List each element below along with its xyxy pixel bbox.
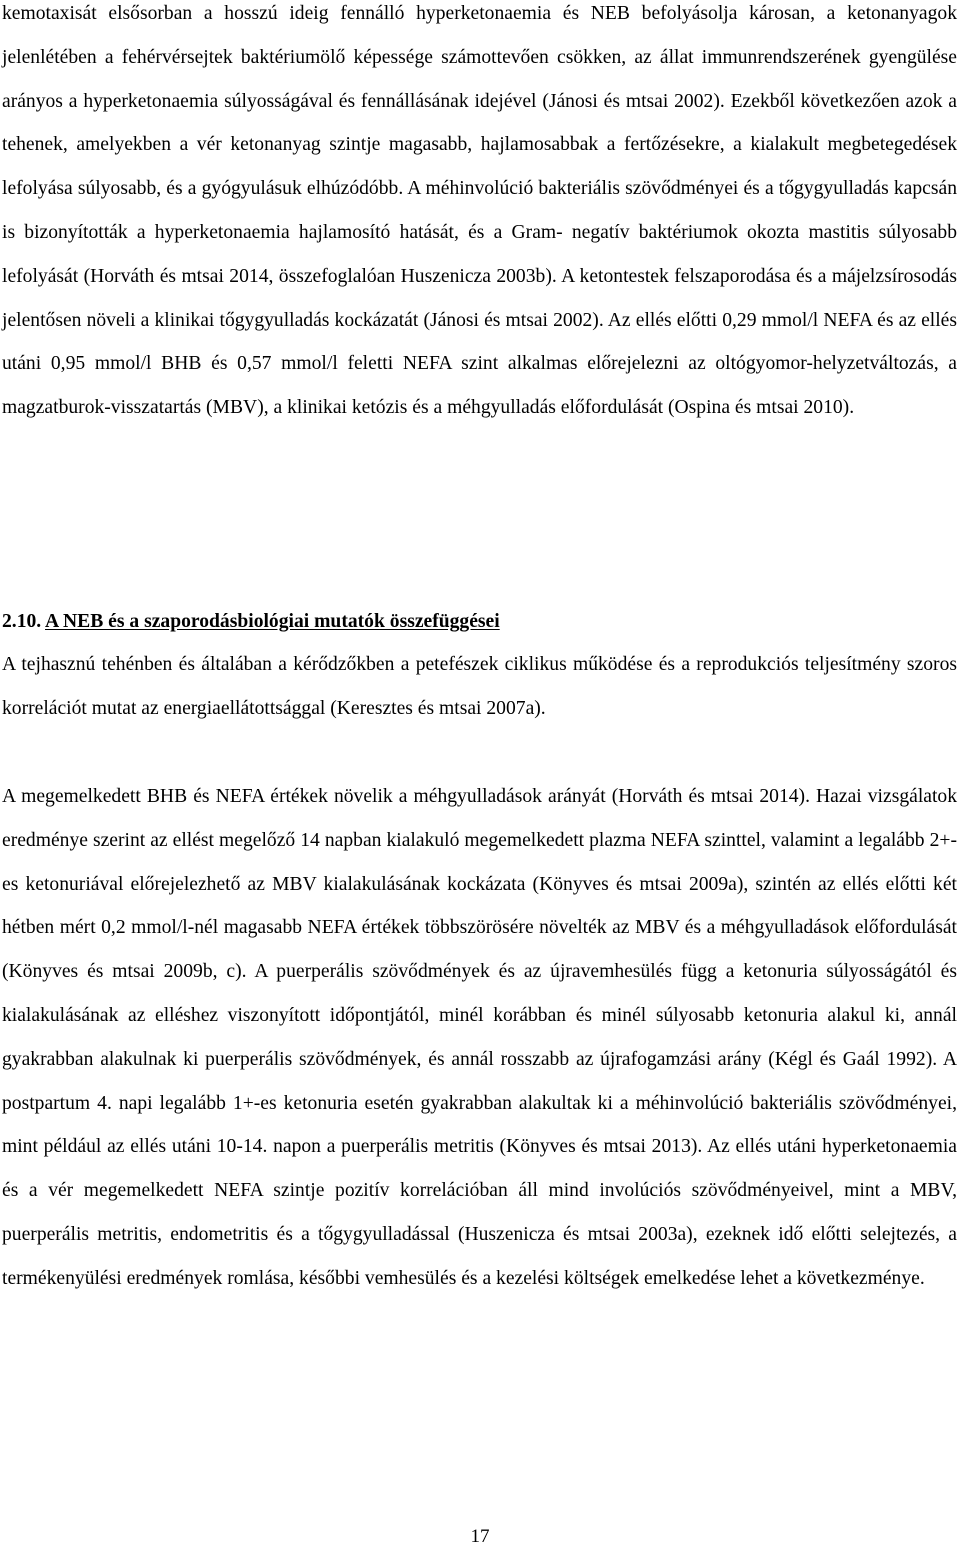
section-number: 2.10. <box>2 611 42 632</box>
section-title: A NEB és a szaporodásbiológiai mutatók összefüggései <box>45 611 500 632</box>
paragraph-ketonaemia-immunity: kemotaxisát elsősorban a hosszú ideig fennálló hyperketonaemia és NEB befolyásolja károsan, a ketonanyagok jelenlétében a fehérvérsejtek baktériumölő képessége számottevően csökken, az állat immunrendszerének gyengülése arányos a hyperketonaemia súlyosságával és fennállásának idejével (Jánosi és mtsai 2002). Ezekből következően azok a tehenek, amelyekben a vér ketonanyag szintje magasabb, hajlamosabbak a fertőzésekre, a kialakult megbetegedések lefolyása súlyosabb, és a gyógyulásuk elhúzódóbb. A méhinvolúció bakteriális szövődményei és a tőgygyulladás kapcsán is bizonyították a hyperketonaemia hajlamosító hatását, és a Gram- negatív baktériumok okozta mastitis súlyosabb lefolyását (Horváth és mtsai 2014, összefoglalóan Huszenicza 2003b). A ketontestek felszaporodása és a májelzsírosodás jelentősen növeli a klinikai tőgygyulladás kockázatát (Jánosi és mtsai 2002). Az ellés előtti 0,29 mmol/l NEFA és az ellés utáni 0,95 mmol/l BHB és 0,57 mmol/l feletti NEFA szint alkalmas előrejelezni az oltógyomor-helyzetváltozás, a magzatburok-visszatartás (MBV), a klinikai ketózis és a méhgyulladás előfordulását (Ospina és mtsai 2010). <box>2 3 957 419</box>
section-heading <box>2 600 500 644</box>
paragraph-bhb-nefa-uterine: A megemelkedett BHB és NEFA értékek növelik a méhgyulladások arányát (Horváth és mtsai 2014). Hazai vizsgálatok eredménye szerint az ellést megelőző 14 napban kialakuló megemelkedett plazma NEFA szinttel, valamint a legalább 2+-es ketonuriával előrejelezhető az MBV kialakulásának kockázata (Könyves és mtsai 2009a), szintén az ellés előtti két hétben mért 0,2 mmol/l-nél magasabb NEFA értékek többszörösére növelték az MBV és a méhgyulladások előfordulását (Könyves és mtsai 2009b, c). A puerperális szövődmények és az újravemhesülés függ a ketonuria súlyosságától és kialakulásának az elléshez viszonyított időpontjától, minél korábban és minél súlyosabb ketonuria alakul ki, annál gyakrabban alakulnak ki puerperális szövődmények, és annál rosszabb az újrafogamzási arány (Kégl és Gaál 1992). A postpartum 4. napi legalább 1+-es ketonuria esetén gyakrabban alakultak ki a méhinvolúció bakteriális szövődményei, mint például az ellés utáni 10-14. napon a puerperális metritis (Könyves és mtsai 2013). Az ellés utáni hyperketonaemia és a vér megemelkedett NEFA szintje pozitív korrelációban áll mind involúciós szövődményeivel, mint a MBV, puerperális metritis, endometritis és a tőgygyulladással (Huszenicza és mtsai 2003a), ezeknek idő előtti selejtezés, a termékenyülési eredmények romlása, későbbi vemhesülés és a kezelési költségek emelkedése lehet a következménye. <box>2 786 957 1289</box>
page-number: 17 <box>470 1526 490 1547</box>
paragraph-ovarian-cycle: A tejhasznú tehénben és általában a kérődzőkben a petefészek ciklikus működése és a reprodukciós teljesítmény szoros korrelációt mutat az energiaellátottsággal (Keresztes és mtsai 2007a). <box>2 654 957 719</box>
